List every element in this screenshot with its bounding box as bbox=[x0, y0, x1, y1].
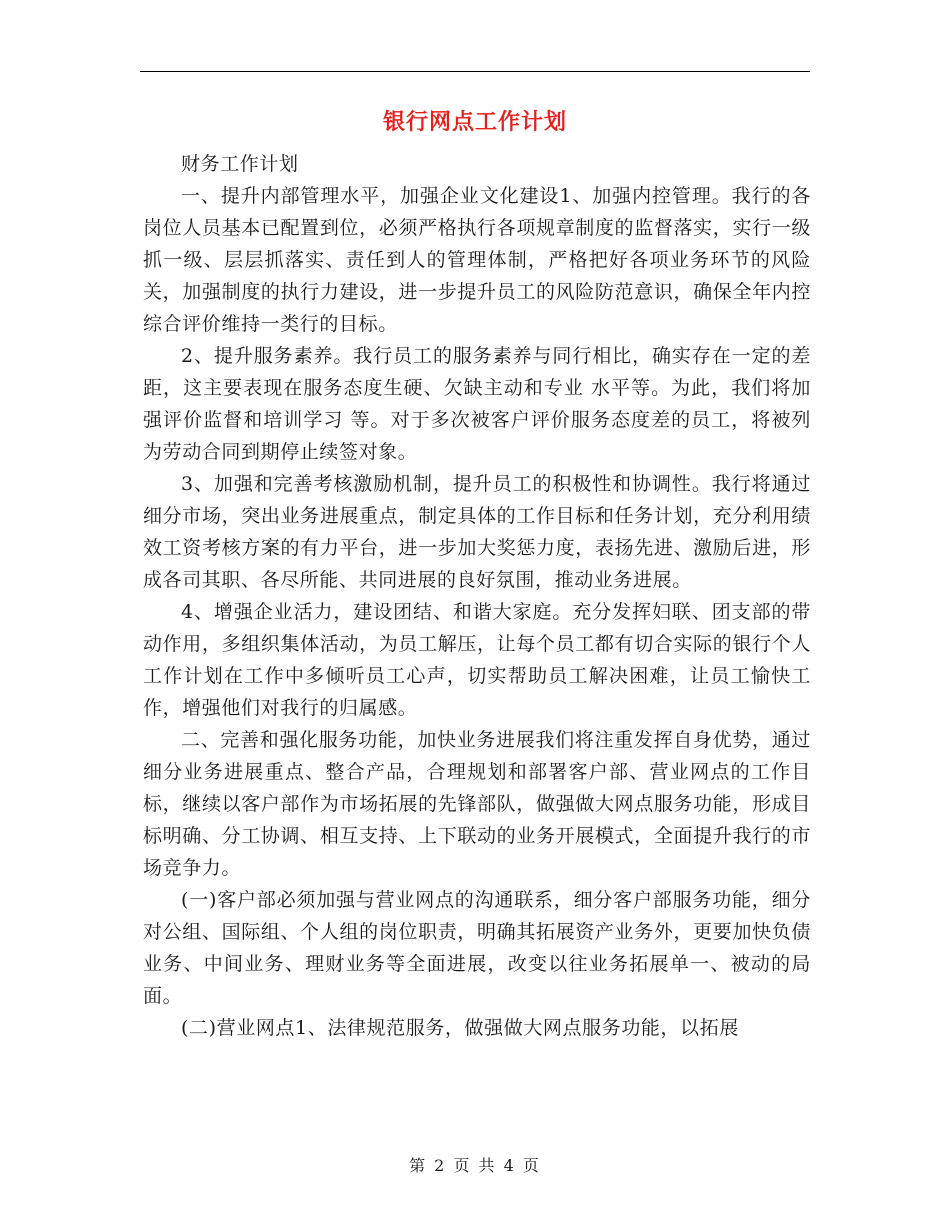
paragraph: 二、完善和强化服务功能，加快业务进展我们将注重发挥自身优势，通过细分业务进展重点、整合产品，合理规划和部署客户部、营业网点的工作目标，继续以客户部作为市场拓展的先锋部队，做强做大网点服务功能，形成目标明确、分工协调、相互支持、上下联动的业务开展模式，全面提升我行的市场竞争力。 bbox=[143, 729, 811, 879]
paragraph: 一、提升内部管理水平，加强企业文化建设1、加强内控管理。我行的各岗位人员基本已配置到位，必须严格执行各项规章制度的监督落实，实行一级抓一级、层层抓落实、责任到人的管理体制，严格把好各项业务环节的风险关，加强制度的执行力建设，进一步提升员工的风险防范意识，确保全年内控综合评价维持一类行的目标。 bbox=[143, 185, 811, 335]
paragraph: 4、增强企业活力，建设团结、和谐大家庭。充分发挥妇联、团支部的带动作用，多组织集体活动，为员工解压，让每个员工都有切合实际的银行个人工作计划在工作中多倾听员工心声，切实帮助员工解决困难，让员工愉快工作，增强他们对我行的归属感。 bbox=[143, 601, 811, 719]
paragraph: (一)客户部必须加强与营业网点的沟通联系，细分客户部服务功能，细分对公组、国际组、个人组的岗位职责，明确其拓展资产业务外，更要加快负债业务、中间业务、理财业务等全面进展，改变以往业务拓展单一、被动的局面。 bbox=[143, 889, 811, 1007]
paragraph: 2、提升服务素养。我行员工的服务素养与同行相比，确实存在一定的差距，这主要表现在服务态度生硬、欠缺主动和专业 水平等。为此，我们将加强评价监督和培训学习 等。对于多次被客户评价服务态度差的员工，将被列为劳动合同到期停止续签对象。 bbox=[143, 345, 811, 463]
document-body bbox=[143, 148, 811, 1044]
page-number-label: 第 2 页 共 4 页 bbox=[409, 1156, 541, 1175]
header-rule bbox=[140, 71, 810, 72]
page-number-footer bbox=[0, 1153, 950, 1176]
paragraph-section-heading: 财务工作计划 bbox=[181, 153, 299, 175]
paragraph: (二)营业网点1、法律规范服务，做强做大网点服务功能，以拓展 bbox=[181, 1017, 739, 1039]
document-title: 银行网点工作计划 bbox=[382, 110, 567, 135]
paragraph: 3、加强和完善考核激励机制，提升员工的积极性和协调性。我行将通过细分市场，突出业务进展重点，制定具体的工作目标和任务计划，充分利用绩效工资考核方案的有力平台，进一步加大奖惩力度，表扬先进、激励后进，形成各司其职、各尽所能、共同进展的良好氛围，推动业务进展。 bbox=[143, 473, 811, 591]
